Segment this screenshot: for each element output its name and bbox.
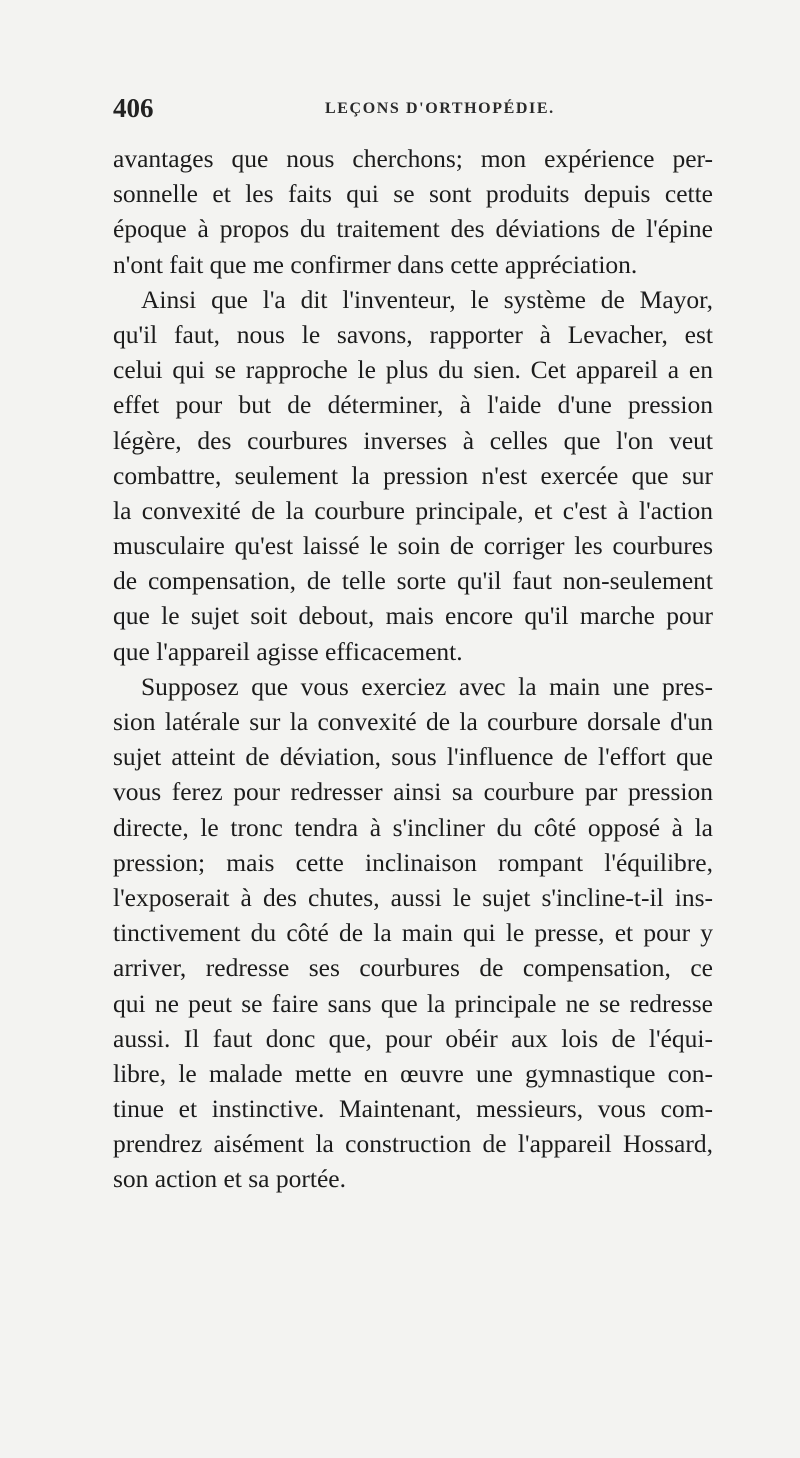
text-line: tinue et instinctive. Maintenant, messieurs, vous com-	[113, 1094, 713, 1124]
text-line: pression; mais cette inclinaison rompant l'équilibre,	[113, 847, 713, 877]
text-line: légère, des courbures inverses à celles que l'on veut	[113, 425, 713, 455]
page-header	[113, 93, 713, 125]
running-head: LEÇONS D'ORTHOPÉDIE.	[325, 100, 555, 117]
text-line: effet pour but de déterminer, à l'aide d'une pression	[113, 390, 713, 420]
body-text	[113, 141, 713, 1197]
text-line: qui ne peut se faire sans que la principale ne se redresse	[113, 988, 713, 1018]
text-line: sonnelle et les faits qui se sont produits depuis cette	[113, 179, 713, 209]
text-line: vous ferez pour redresser ainsi sa courbure par pression	[113, 777, 713, 807]
text-line: musculaire qu'est laissé le soin de corriger les courbures	[113, 531, 713, 561]
text-line: l'exposerait à des chutes, aussi le sujet s'incline-t-il ins-	[113, 882, 713, 912]
text-line: que l'appareil agisse efficacement.	[113, 636, 463, 666]
text-line: tinctivement du côté de la main qui le presse, et pour y	[113, 918, 713, 948]
text-line: Supposez que vous exerciez avec la main une pres-	[141, 671, 713, 701]
text-line: libre, le malade mette en œuvre une gymnastique con-	[113, 1058, 713, 1088]
text-line: qu'il faut, nous le savons, rapporter à Levacher, est	[113, 319, 713, 349]
text-line: époque à propos du traitement des déviations de l'épine	[113, 214, 713, 244]
text-line: avantages que nous cherchons; mon expérience per-	[113, 144, 713, 173]
page-number: 406	[113, 93, 154, 123]
text-line: n'ont fait que me confirmer dans cette appréciation.	[113, 249, 638, 279]
text-line: aussi. Il faut donc que, pour obéir aux lois de l'équi-	[113, 1023, 713, 1053]
text-line: la convexité de la courbure principale, et c'est à l'action	[113, 495, 713, 525]
text-line: sion latérale sur la convexité de la courbure dorsale d'un	[113, 707, 713, 736]
text-line: sujet atteint de déviation, sous l'influence de l'effort que	[113, 742, 713, 772]
text-line: arriver, redresse ses courbures de compensation, ce	[113, 953, 713, 983]
text-line: son action et sa portée.	[113, 1164, 346, 1194]
text-line: combattre, seulement la pression n'est exercée que sur	[113, 460, 713, 490]
text-line: prendrez aisément la construction de l'appareil Hossard,	[113, 1129, 713, 1159]
text-line: que le sujet soit debout, mais encore qu'il marche pour	[113, 601, 713, 631]
text-line: Ainsi que l'a dit l'inventeur, le système de Mayor,	[141, 284, 713, 314]
text-line: celui qui se rapproche le plus du sien. Cet appareil a en	[113, 355, 713, 385]
text-line: de compensation, de telle sorte qu'il faut non-seulement	[113, 566, 713, 596]
text-line: directe, le tronc tendra à s'incliner du côté opposé à la	[113, 812, 713, 842]
